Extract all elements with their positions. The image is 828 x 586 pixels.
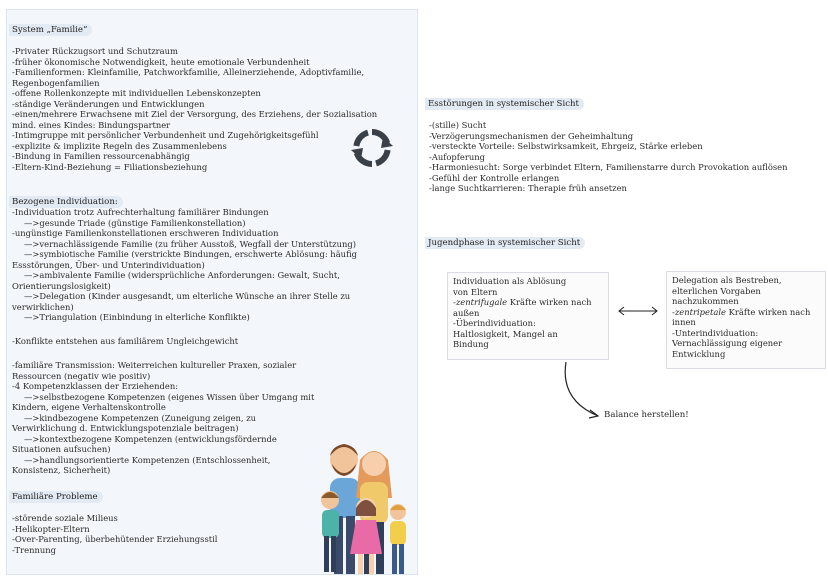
list-item: —>gesunde Triade (günstige Familienkonstellation) <box>24 217 246 228</box>
list-item: -ungünstige Familienkonstellationen erschweren Individuation <box>12 228 279 238</box>
youth-heading: Jugendphase in systemischer Sicht <box>425 237 585 249</box>
list-item: -4 Kompetenzklassen der Erziehenden: <box>12 381 179 391</box>
list-item: —>Delegation (Kinder ausgesandt, um elterliche Wünsche an ihrer Stelle zu <box>24 291 351 301</box>
curved-arrow-icon <box>560 360 604 422</box>
box-line: innen <box>672 317 696 327</box>
list-item: —>kindbezogene Kompetenzen (Zuneigung zeigen, zu <box>24 412 257 423</box>
refresh-icon <box>350 126 394 170</box>
list-item: Essstörungen, Über- und Unterindividuation) <box>12 259 205 270</box>
box-line: Haltlosigkeit, Mangel an <box>453 328 558 339</box>
box-line: Vernachlässigung eigener <box>672 338 783 348</box>
list-item: -Eltern-Kind-Beziehung = Filiationsbeziehung <box>12 161 208 172</box>
list-item: -früher ökonomische Notwendigkeit, heute emotionale Verbundenheit <box>12 56 310 67</box>
box-line: von Eltern <box>453 286 498 297</box>
list-item: -Aufopferung <box>429 151 485 162</box>
list-item: —>Triangulation (Einbindung in elterliche Konflikte) <box>24 312 250 322</box>
list-item: -(stille) Sucht <box>429 120 487 130</box>
double-arrow-icon <box>617 305 659 317</box>
list-item: -Bindung in Familien ressourcenabhängig <box>12 151 190 161</box>
individuation-list <box>12 207 357 323</box>
box-line: elterlichen Vorgaben <box>672 285 761 296</box>
box-line: Individuation als Ablösung <box>453 276 567 286</box>
box-line: außen <box>453 307 480 318</box>
list-item: -familiäre Transmission: Weiterreichen kultureller Praxen, sozialer <box>12 360 297 370</box>
list-item: —>handlungsorientierte Kompetenzen (Entschlossenheit, <box>24 454 271 465</box>
list-item: —>symbiotische Familie (verstrickte Bindungen, erschwerte Ablösung: häufig <box>24 249 358 259</box>
list-item: -Intimgruppe mit persönlicher Verbundenheit und Zugehörigkeitsgefühl <box>12 130 319 140</box>
conflicts-text: -Konflikte entstehen aus familiärem Ungleichgewicht <box>12 336 239 346</box>
list-item: -explizite & implizite Regeln des Zusammenlebens <box>12 140 227 151</box>
problems-list <box>12 513 218 555</box>
list-item: —>selbstbezogene Kompetenzen (eigenes Wissen über Umgang mit <box>24 391 315 402</box>
list-item: —>ambivalente Familie (widersprüchliche Anforderungen: Gewalt, Sucht, <box>24 270 340 280</box>
list-item: Regenbogenfamilien <box>12 77 100 88</box>
list-item: —>kontextbezogene Kompetenzen (entwicklungsfördernde <box>24 433 277 444</box>
list-item: -störende soziale Milieus <box>12 513 118 523</box>
list-item: -offene Rollenkonzepte mit individuellen Lebenskonzepten <box>12 88 261 98</box>
box-line: Delegation als Bestreben, <box>672 275 782 285</box>
individuation-heading: Bezogene Individuation: <box>9 196 123 208</box>
list-item: -Gefühl der Kontrolle erlangen <box>429 172 560 183</box>
delegation-box <box>666 271 826 369</box>
list-item: -lange Suchtkarrieren: Therapie früh ansetzen <box>429 183 627 193</box>
box-line: Entwicklung <box>672 348 726 359</box>
list-item: Ressourcen (negativ wie positiv) <box>12 370 151 381</box>
system-list <box>12 46 377 172</box>
list-item: -Over-Parenting, überbehütender Erziehungsstil <box>12 534 218 544</box>
box-line: -Überindividuation: <box>453 318 536 328</box>
list-item: -ständige Veränderungen und Entwicklungen <box>12 98 205 109</box>
box-line: Bindung <box>453 339 489 349</box>
list-item: Kindern, eigene Verhaltenskontrolle <box>12 402 166 412</box>
list-item: -Harmoniesucht: Sorge verbindet Eltern, Familienstarre durch Provokation auflösen <box>429 162 788 172</box>
box-line: -zentripetale Kräfte wirken nach <box>672 306 811 317</box>
family-illustration <box>316 438 416 576</box>
list-item: -einen/mehrere Erwachsene mit Ziel der Versorgung, des Erziehens, der Sozialisation <box>12 109 378 119</box>
list-item: mind. eines Kindes: Bindungspartner <box>12 119 171 130</box>
list-item: verwirklichen) <box>12 301 74 312</box>
individuation-box <box>447 272 609 360</box>
system-heading: System „Familie“ <box>9 24 92 36</box>
box-line: -zentrifugale Kräfte wirken nach <box>453 297 592 307</box>
list-item: —>vernachlässigende Familie (zu früher Ausstoß, Wegfall der Unterstützung) <box>24 238 357 249</box>
list-item: -Verzögerungsmechanismen der Geheimhaltung <box>429 130 634 141</box>
list-item: Situationen aufsuchen) <box>12 444 111 454</box>
list-item: -Privater Rückzugsort und Schutzraum <box>12 46 178 56</box>
balance-caption: Balance herstellen! <box>604 410 689 420</box>
list-item: -Familienformen: Kleinfamilie, Patchworkfamilie, Alleinerziehende, Adoptivfamilie, <box>12 67 365 77</box>
list-item: -versteckte Vorteile: Selbstwirksamkeit, Ehrgeiz, Stärke erleben <box>429 141 703 151</box>
list-item: Verwirklichung d. Entwicklungspotenziale beitragen) <box>12 423 239 433</box>
eating-list <box>429 120 788 194</box>
transmission-list <box>12 360 314 476</box>
eating-heading: Esstörungen in systemischer Sicht <box>425 98 584 110</box>
list-item: Konsistenz, Sicherheit) <box>12 465 111 475</box>
list-item: Orientierungslosigkeit) <box>12 280 111 291</box>
box-line: -Unterindividuation: <box>672 327 759 338</box>
list-item: -Trennung <box>12 544 57 555</box>
list-item: -Individuation trotz Aufrechterhaltung familiärer Bindungen <box>12 207 269 217</box>
list-item: -Helikopter-Eltern <box>12 523 90 534</box>
problems-heading: Familiäre Probleme <box>9 491 103 503</box>
box-line: nachzukommen <box>672 296 739 306</box>
